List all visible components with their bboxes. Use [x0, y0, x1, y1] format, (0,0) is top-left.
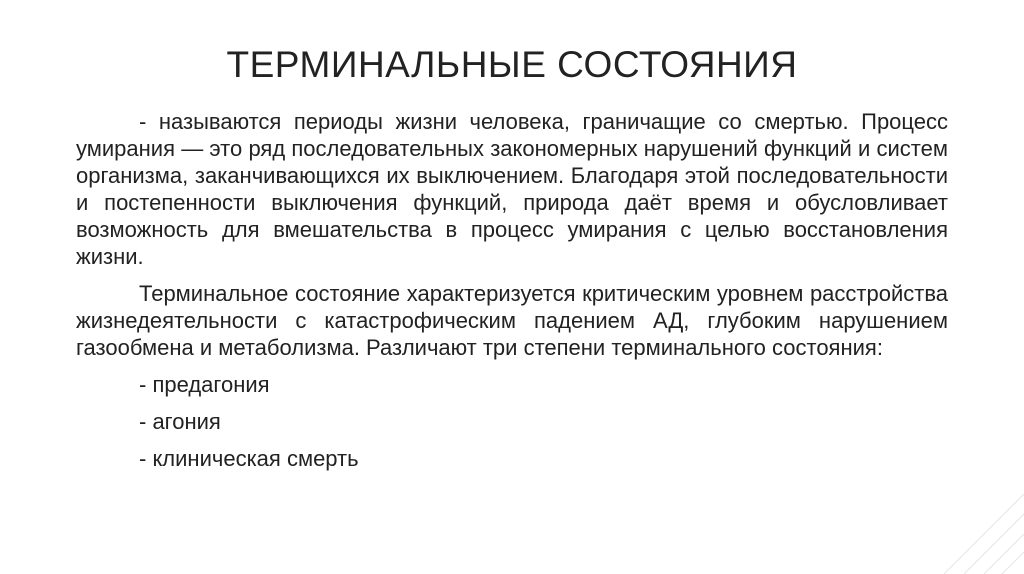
paragraph-definition: - называются периоды жизни человека, граничащие со смертью. Процесс умирания — это ряд последовательных закономерных нарушений функций и систем организма, заканчивающихся их выключением. Благодаря этой последовательности и постепенности выключения функций, природа даёт время и обусловливает возможность для вмешательства в процесс умирания с целью восстановления жизни.	[76, 109, 948, 269]
slide-title: ТЕРМИНАЛЬНЫЕ СОСТОЯНИЯ	[226, 44, 798, 85]
stage-item-clinical-death: - клиническая смерть	[139, 446, 359, 471]
slide-body	[76, 108, 948, 482]
stage-item-agonia: - агония	[139, 409, 221, 434]
stage-item-preagonia: - предагония	[139, 372, 270, 397]
paragraph-characteristics: Терминальное состояние характеризуется критическим уровнем расстройства жизнедеятельности с катастрофическим падением АД, глубоким нарушением газообмена и метаболизма. Различают три степени терминального состояния:	[76, 281, 948, 360]
